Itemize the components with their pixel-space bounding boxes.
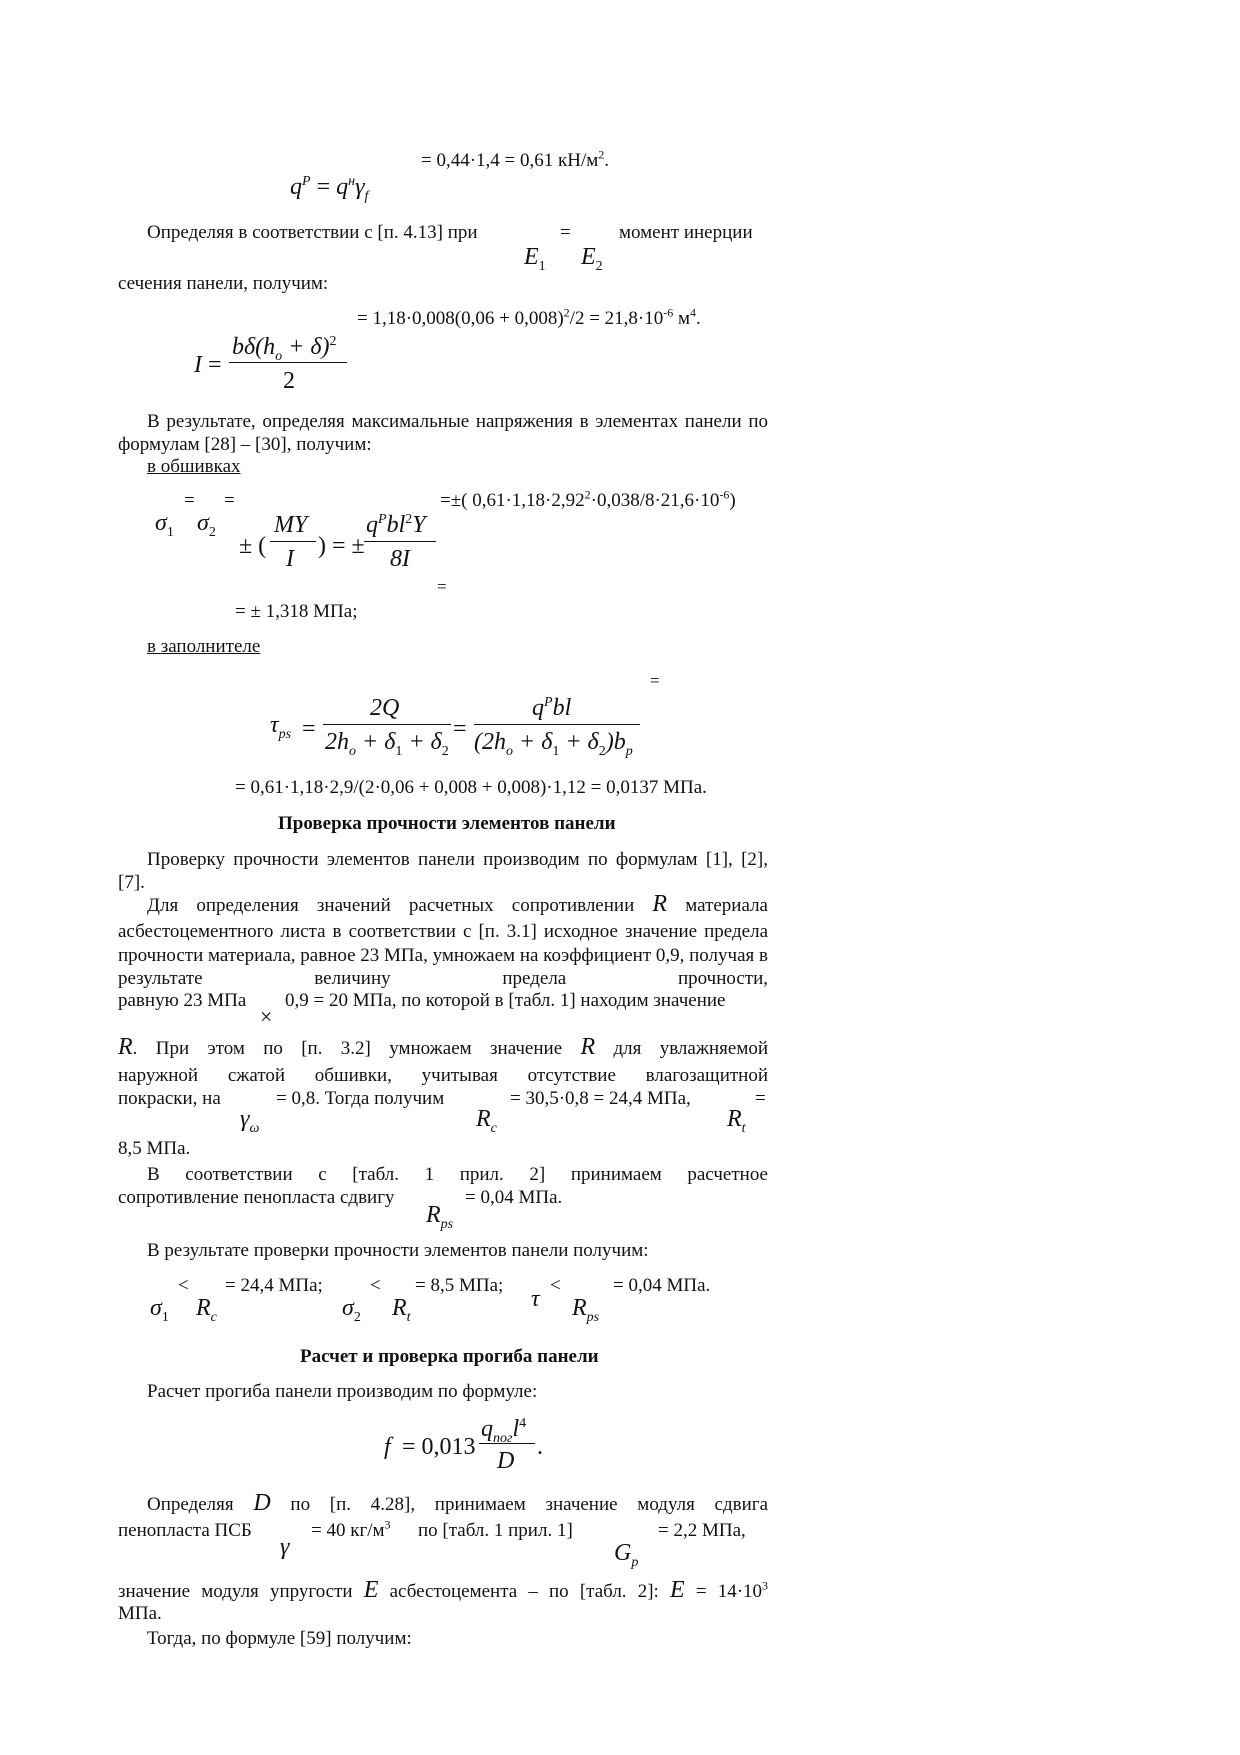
- formula-f-lhs: f: [384, 1434, 391, 1460]
- para4-body: асбестоцементного листа в соответствии с [п. 3.1] исходное значение предела прочности материала, равное 23 МПа, умножаем на коэффициент 0,9, получая в результате величину предела прочности,: [118, 921, 768, 989]
- para9-line3: значение модуля упругости E асбестоцемента – по [табл. 2]: $E = 14\cdot 10^3$: [118, 1577, 769, 1603]
- formula-q: $q^P = q^н\gamma_f$: [290, 174, 369, 204]
- check-sigma2: $\sigma_2$: [342, 1295, 361, 1325]
- para2: В результате, определяя максимальные напряжения в элементах панели по формулам [28] – [30], получим:: [118, 411, 768, 455]
- gamma-symbol: γ: [280, 1534, 290, 1560]
- para8: Расчет прогиба панели производим по формуле:: [147, 1381, 538, 1402]
- tau-eq: =: [302, 716, 316, 742]
- sigma-f1-denominator: I: [286, 546, 294, 572]
- para9-line2a: пенопласта ПСБ: [118, 1520, 252, 1541]
- formula-I-lhs: I =: [194, 352, 222, 378]
- tau-f1-numerator: 2Q: [370, 695, 400, 721]
- formula-f-numerator: $q_{пог}l^4$: [481, 1416, 527, 1446]
- check-rps: $R_{ps}$: [572, 1295, 600, 1325]
- para5-line2: наружной сжатой обшивки, учитывая отсутствие влагозащитной: [118, 1065, 768, 1086]
- check-v1: = 24,4 МПа;: [225, 1275, 323, 1296]
- tau-eq-top: =: [650, 671, 660, 690]
- formula-q-result: = 0,44·1,4 = 0,61 $кН/м^2$.: [421, 147, 610, 171]
- e2-symbol: $E_2$: [581, 244, 603, 274]
- times-symbol: ×: [260, 1004, 273, 1029]
- heading-strength-check: Проверка прочности элементов панели: [278, 813, 616, 834]
- sigma-eq3: =: [437, 577, 447, 596]
- sigma-pm2: ) = ±: [318, 533, 365, 559]
- check-rt: $R_t$: [392, 1295, 411, 1325]
- para1-line2: сечения панели, получим:: [118, 273, 329, 294]
- sigma1-symbol: $\sigma_1$: [155, 510, 174, 540]
- tau-f2-denominator: $(2h_o + \delta_1 + \delta_2)b_p$: [474, 729, 633, 759]
- para4-line6a: равную 23 МПа: [118, 990, 247, 1011]
- para9-line4: МПа.: [118, 1603, 162, 1624]
- para5-line4: 8,5 МПа.: [118, 1138, 191, 1159]
- formula-I-numerator: $b\delta(h_o + \delta)^2$: [232, 334, 337, 364]
- para1-eq: =: [560, 222, 571, 243]
- sigma-result2: = ± 1,318 МПа;: [235, 601, 358, 622]
- para1-tail: момент инерции: [619, 222, 753, 243]
- rc-symbol: $R_c$: [476, 1106, 497, 1136]
- formula-I-denominator: 2: [283, 368, 295, 394]
- e1-symbol: $E_1$: [524, 244, 546, 274]
- check-v2: = 8,5 МПа;: [415, 1275, 504, 1296]
- formula-sigma-result: =±( $0,61\cdot 1,18\cdot 2,92^2\cdot 0,038/8\cdot 21,6\cdot 10^{-6}$): [440, 487, 736, 511]
- para5-line3c: = 30,5·0,8 = 24,4 МПа,: [510, 1088, 691, 1109]
- rt-symbol: $R_t$: [727, 1106, 746, 1136]
- para4-line6b: 0,9 = 20 МПа, по которой в [табл. 1] находим значение: [285, 990, 726, 1011]
- sigma-f2-denominator: 8I: [390, 546, 410, 572]
- tau-lhs: $\tau_{ps}$: [270, 712, 292, 742]
- formula-f-eq: = 0,013: [402, 1434, 476, 1460]
- para5-line3a: покраски, на: [118, 1088, 221, 1109]
- sigma-eq1: =: [184, 490, 195, 511]
- sigma-f2-bar: [364, 541, 436, 542]
- formula-f-dot: .: [537, 1434, 543, 1460]
- sigma-f1-bar: [270, 541, 316, 542]
- para3: Проверку прочности элементов панели производим по формулам [1], [2], [7].: [118, 849, 768, 893]
- sigma2-symbol: $\sigma_2$: [197, 510, 216, 540]
- para1-text: Определяя в соответствии с [п. 4.13] при: [147, 222, 478, 243]
- section-sheathing: в обшивках: [147, 456, 241, 477]
- heading-deflection: Расчет и проверка прогиба панели: [300, 1346, 599, 1367]
- rps-symbol: $R_{ps}$: [426, 1202, 454, 1232]
- para6-line2a: сопротивление пенопласта сдвигу: [118, 1187, 395, 1208]
- para9-line2b: = 40 $кг/м^3$: [311, 1517, 391, 1541]
- formula-I-fraction-bar: [229, 362, 347, 363]
- para5-line1: R. При этом по [п. 3.2] умножаем значение R для увлажняемой: [118, 1034, 769, 1060]
- formula-f-bar: [479, 1443, 535, 1444]
- para7: В результате проверки прочности элементов панели получим:: [147, 1240, 649, 1261]
- check-tau: τ: [531, 1286, 540, 1312]
- tau-f1-bar: [323, 724, 451, 725]
- check-v3: = 0,04 МПа.: [613, 1275, 711, 1296]
- sigma-eq2: =: [224, 490, 235, 511]
- para9-line2d: = 2,2 МПа,: [658, 1520, 746, 1541]
- section-filler: в заполнителе: [147, 636, 261, 657]
- tau-f1-denominator: $2h_o + \delta_1 + \delta_2$: [325, 729, 449, 759]
- sigma-f1-numerator: MY: [274, 512, 308, 538]
- para9-line2c: по [табл. 1 прил. 1]: [418, 1520, 573, 1541]
- check-rc: $R_c$: [196, 1295, 217, 1325]
- check-lt3: <: [550, 1275, 561, 1296]
- tau-f2-bar: [474, 724, 640, 725]
- para6-line1: В соответствии с [табл. 1 прил. 2] принимаем расчетное: [147, 1164, 768, 1185]
- check-lt1: <: [178, 1275, 189, 1296]
- formula-f-denominator: D: [497, 1448, 515, 1474]
- formula-I-result: = $1,18\cdot 0,008(0,06 + 0,008)^2/2 = 21,8\cdot 10^{-6}$ $м^4$.: [357, 305, 701, 329]
- check-sigma1: $\sigma_1$: [150, 1295, 169, 1325]
- check-lt2: <: [370, 1275, 381, 1296]
- tau-result: = 0,61·1,18·2,9/(2·0,06 + 0,008 + 0,008)·1,12 = 0,0137 МПа.: [235, 777, 707, 798]
- para10: Тогда, по формуле [59] получим:: [147, 1628, 412, 1649]
- tau-eq2: =: [453, 716, 467, 742]
- para5-line3b: = 0,8. Тогда получим: [276, 1088, 445, 1109]
- para6-line2b: = 0,04 МПа.: [465, 1187, 563, 1208]
- gp-symbol: $G_p$: [614, 1540, 639, 1570]
- sigma-pm1: ± (: [239, 533, 267, 559]
- tau-f2-numerator: $q^Pbl$: [532, 695, 572, 721]
- para4-line1: Для определения значений расчетных сопротивлении R материала: [147, 891, 768, 917]
- gamma-omega-symbol: $\gamma_\omega$: [240, 1106, 260, 1136]
- para9-line1: Определяя D по [п. 4.28], принимаем значение модуля сдвига: [147, 1490, 769, 1516]
- para5-line3d: =: [755, 1088, 766, 1109]
- sigma-f2-numerator: $q^Pbl^2Y$: [366, 512, 426, 538]
